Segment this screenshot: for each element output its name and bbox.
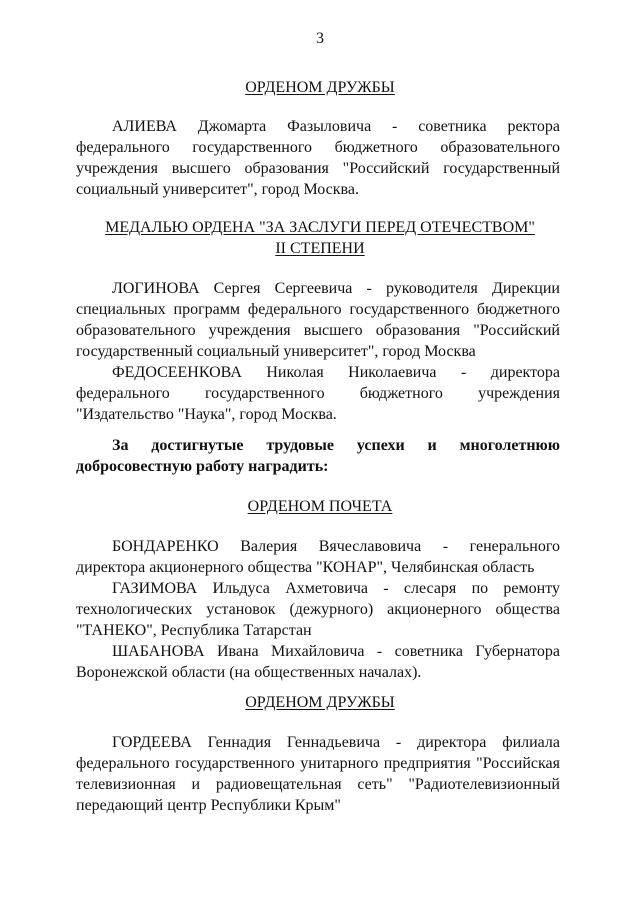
award-entry-shabanov: ШАБАНОВА Ивана Михайловича - советника Губернатора Воронежской области (на общественных началах). bbox=[76, 643, 560, 681]
section-heading-medal-line-2: II СТЕПЕНИ bbox=[275, 240, 365, 257]
award-entry-fedoseenkov: ФЕДОСЕЕНКОВА Николая Николаевича - директора федерального государственного бюджетного учреждения "Издательство "Наука", город Москва. bbox=[76, 364, 560, 423]
section-heading-order-of-friendship-2: ОРДЕНОМ ДРУЖБЫ bbox=[245, 694, 395, 711]
award-intro: За достигнутые трудовые успехи и многолетнюю добросовестную работу наградить: bbox=[76, 437, 560, 475]
page-number: 3 bbox=[316, 30, 324, 47]
award-entry-bondarenko: БОНДАРЕНКО Валерия Вячеславовича - генерального директора акционерного общества "КОНАР", Челябинская область bbox=[76, 538, 560, 576]
section-heading-order-of-friendship: ОРДЕНОМ ДРУЖБЫ bbox=[245, 79, 395, 96]
section-heading-order-of-honour: ОРДЕНОМ ПОЧЕТА bbox=[247, 498, 393, 515]
award-entry-loginov: ЛОГИНОВА Сергея Сергеевича - руководителя Дирекции специальных программ федерального государственного бюджетного образовательного учреждения высшего образования "Российский государственный социальный университет", город Москва bbox=[76, 280, 560, 360]
award-entry-alieva: АЛИЕВА Джомарта Фазыловича - советника ректора федерального государственного бюджетного образовательного учреждения высшего образования "Российский государственный социальный университет", город Москва. bbox=[76, 118, 560, 198]
award-entry-gordeev: ГОРДЕЕВА Геннадия Геннадьевича - директора филиала федерального государственного унитарного предприятия "Российская телевизионная и радиовещательная сеть" "Радиотелевизионный передающий центр Республики Крым" bbox=[76, 734, 560, 814]
award-entry-gazimov: ГАЗИМОВА Ильдуса Ахметовича - слесаря по ремонту технологических установок (дежурного) акционерного общества "ТАНЕКО", Республика Татарстан bbox=[76, 580, 560, 639]
section-heading-medal-line-1: МЕДАЛЬЮ ОРДЕНА "ЗА ЗАСЛУГИ ПЕРЕД ОТЕЧЕСТВОМ" bbox=[105, 219, 535, 236]
